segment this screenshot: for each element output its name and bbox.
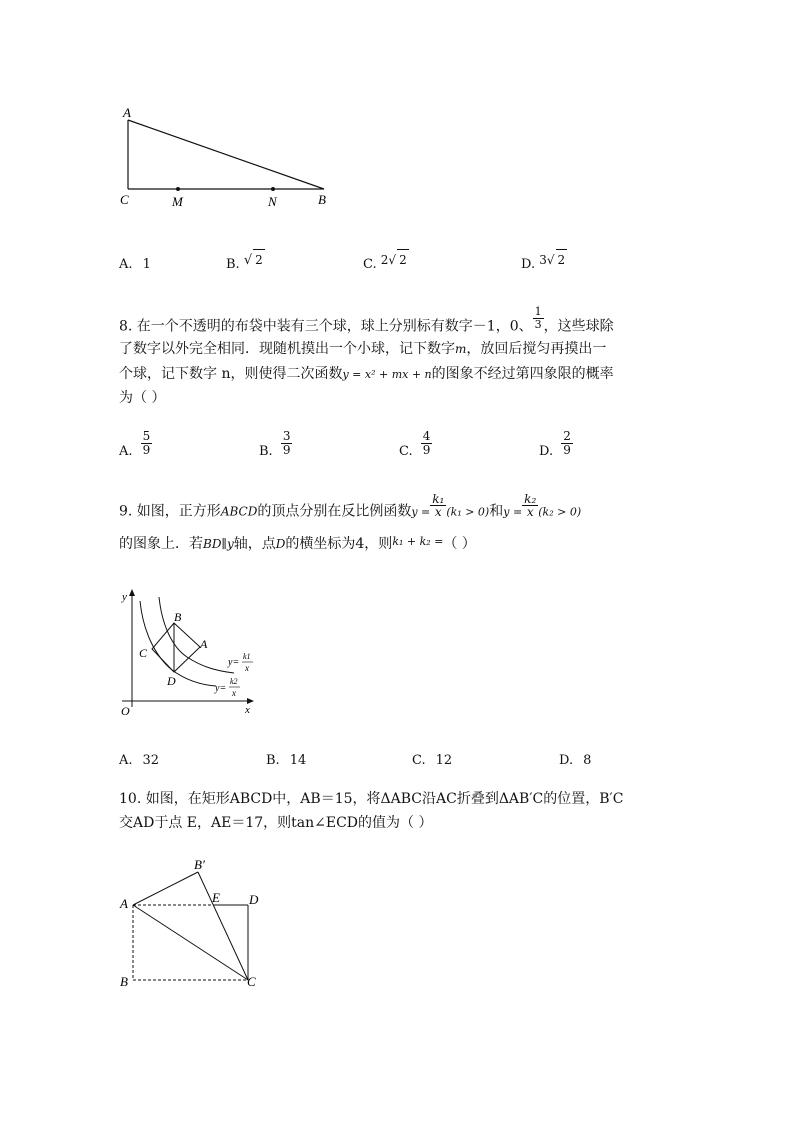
label-y: y [122, 591, 127, 603]
option-label: D. [539, 444, 554, 459]
q9-text: 的横坐标为4，则 [285, 536, 393, 552]
label-c: C [247, 974, 256, 989]
q8-line-1 [119, 305, 614, 339]
numerator: k₁ [432, 492, 445, 506]
square-name: ABCD [220, 504, 258, 519]
numerator: 4 [422, 429, 431, 443]
denominator: 9 [563, 443, 571, 457]
numerator: 2 [563, 429, 571, 443]
q8-line-3 [119, 364, 614, 385]
q9-text: 轴，点 [233, 536, 276, 552]
numerator: 3 [282, 429, 291, 443]
q9-option-c[interactable] [412, 751, 452, 771]
label-e: E [212, 890, 220, 905]
q7-option-a[interactable] [119, 255, 151, 275]
bd-parallel: BD∥y [203, 537, 234, 551]
point-m [176, 187, 180, 191]
option-value: 14 [289, 753, 307, 768]
denominator: 3 [534, 318, 542, 331]
label-m: M [172, 194, 183, 209]
label-d: D [167, 674, 176, 688]
curve-label-2-num: k2 [230, 677, 238, 686]
numerator: 1 [534, 305, 542, 318]
q8-line-4 [119, 388, 165, 408]
label-b: B [318, 192, 326, 207]
q9-text: （ ） [443, 536, 476, 552]
q8-option-d[interactable] [539, 430, 573, 457]
quadratic-function: y = x² + mx + n [342, 368, 432, 381]
function-2-fraction [522, 493, 538, 518]
option-label: B. [266, 753, 280, 768]
label-c: C [139, 646, 148, 660]
rectangle-fold-figure [112, 852, 272, 997]
option-value: 8 [583, 753, 592, 768]
curve-label-2-lhs: y= [215, 683, 227, 694]
option-label: C. [399, 444, 413, 459]
q8-text: 8. 在一个不透明的布袋中装有三个球，球上分别标有数字－1，0、 [119, 318, 533, 335]
point-d: D [275, 537, 286, 551]
curve-label-1-den: x [245, 663, 249, 673]
radicand: 2 [397, 249, 409, 270]
q7-option-b[interactable] [226, 253, 265, 275]
coefficient: 3 [539, 253, 547, 267]
coefficient: 2 [380, 253, 389, 267]
radicand: 2 [556, 249, 568, 270]
option-fraction [561, 430, 573, 457]
option-label: A. [119, 444, 133, 459]
label-b-prime: B′ [194, 857, 205, 872]
option-label: D. [521, 257, 536, 272]
q8-option-b[interactable] [259, 430, 292, 457]
option-fraction [421, 430, 433, 457]
option-value: 12 [435, 753, 453, 768]
y-axis-arrow [129, 589, 135, 596]
label-a: A [200, 637, 208, 651]
numerator: 5 [142, 429, 151, 443]
q9-line-2 [119, 534, 476, 555]
function-2-lhs: y = [503, 505, 523, 519]
q9-option-b[interactable] [266, 751, 306, 771]
radicand: 2 [253, 249, 265, 270]
label-x: x [245, 704, 250, 716]
side-ab [128, 120, 324, 189]
option-label: D. [559, 753, 574, 768]
function-2-condition: (k₂ > 0) [538, 505, 582, 519]
q8-option-a[interactable] [119, 430, 152, 457]
option-label: A. [119, 257, 133, 272]
q9-option-a[interactable] [119, 751, 159, 771]
q7-option-d[interactable] [521, 253, 567, 275]
label-n: N [268, 194, 277, 209]
q9-line-1 [119, 492, 582, 524]
denominator: 9 [422, 443, 431, 457]
q10-line-1: 10. 如图，在矩形ABCD中，AB＝15，将ΔABC沿AC折叠到ΔAB′C的位置，B′C [119, 791, 624, 807]
q8-text: 为（ ） [119, 390, 166, 406]
q8-option-c[interactable] [399, 430, 432, 457]
option-label: B. [259, 444, 273, 459]
option-fraction [281, 430, 293, 457]
option-label: C. [363, 257, 377, 272]
label-d: D [249, 892, 259, 907]
label-b: B [174, 610, 182, 624]
function-1-lhs: y = [411, 505, 431, 519]
sqrt-sign: √ [243, 253, 253, 268]
option-label: C. [412, 753, 426, 768]
q8-text: 个球，记下数字 n，则使得二次函数 [119, 366, 343, 382]
option-label: A. [119, 753, 133, 768]
denominator: 9 [282, 443, 291, 457]
denominator: 9 [142, 443, 151, 457]
q10-line-2: 交AD于点 E，AE＝17，则tan∠ECD的值为（ ） [119, 815, 433, 831]
curve-label-1-lhs: y= [228, 657, 240, 668]
sqrt-sign: √ [388, 253, 397, 267]
q8-text: ，放回后搅匀再摸出一 [466, 341, 607, 357]
label-o: O [121, 704, 130, 718]
triangle-figure [110, 100, 340, 215]
label-a: A [123, 105, 131, 120]
q8-text: 的图象不经过第四象限的概率 [431, 366, 614, 382]
denominator: x [526, 505, 534, 519]
side-ab-prime [133, 872, 198, 905]
q9-text: 9. 如图，正方形 [119, 503, 221, 520]
numerator: k₂ [524, 492, 537, 506]
option-fraction [141, 430, 153, 457]
option-value: 1 [142, 257, 151, 272]
curve-label-2-den: x [232, 688, 236, 698]
q8-text: ，这些球除 [543, 318, 614, 335]
sqrt-sign: √ [546, 253, 555, 267]
k-sum: k₁ + k₂ = [392, 535, 444, 548]
fraction-one-third [533, 306, 544, 331]
label-b: B [120, 974, 128, 989]
curve-label-1-num: k1 [243, 652, 251, 661]
label-c: C [120, 192, 129, 207]
denominator: x [434, 505, 442, 519]
square-abcd [152, 623, 200, 672]
hyperbola-figure [112, 585, 272, 720]
q9-text: 的图象上．若 [119, 536, 203, 552]
option-value: 32 [142, 753, 160, 768]
q8-text: 了数字以外完全相同．现随机摸出一个小球，记下数字 [119, 341, 455, 357]
q8-line-2 [119, 339, 606, 359]
option-label: B. [226, 257, 240, 272]
q9-text: 的顶点分别在反比例函数 [257, 503, 412, 520]
function-1-condition: (k₁ > 0) [446, 505, 490, 519]
label-a: A [120, 896, 128, 911]
var-m: m [455, 342, 467, 356]
q7-option-c[interactable] [363, 253, 409, 275]
q9-option-d[interactable] [559, 751, 591, 771]
curve-k1 [159, 597, 234, 673]
q9-text: 和 [489, 503, 504, 520]
function-1-fraction [430, 493, 446, 518]
point-n [271, 187, 275, 191]
